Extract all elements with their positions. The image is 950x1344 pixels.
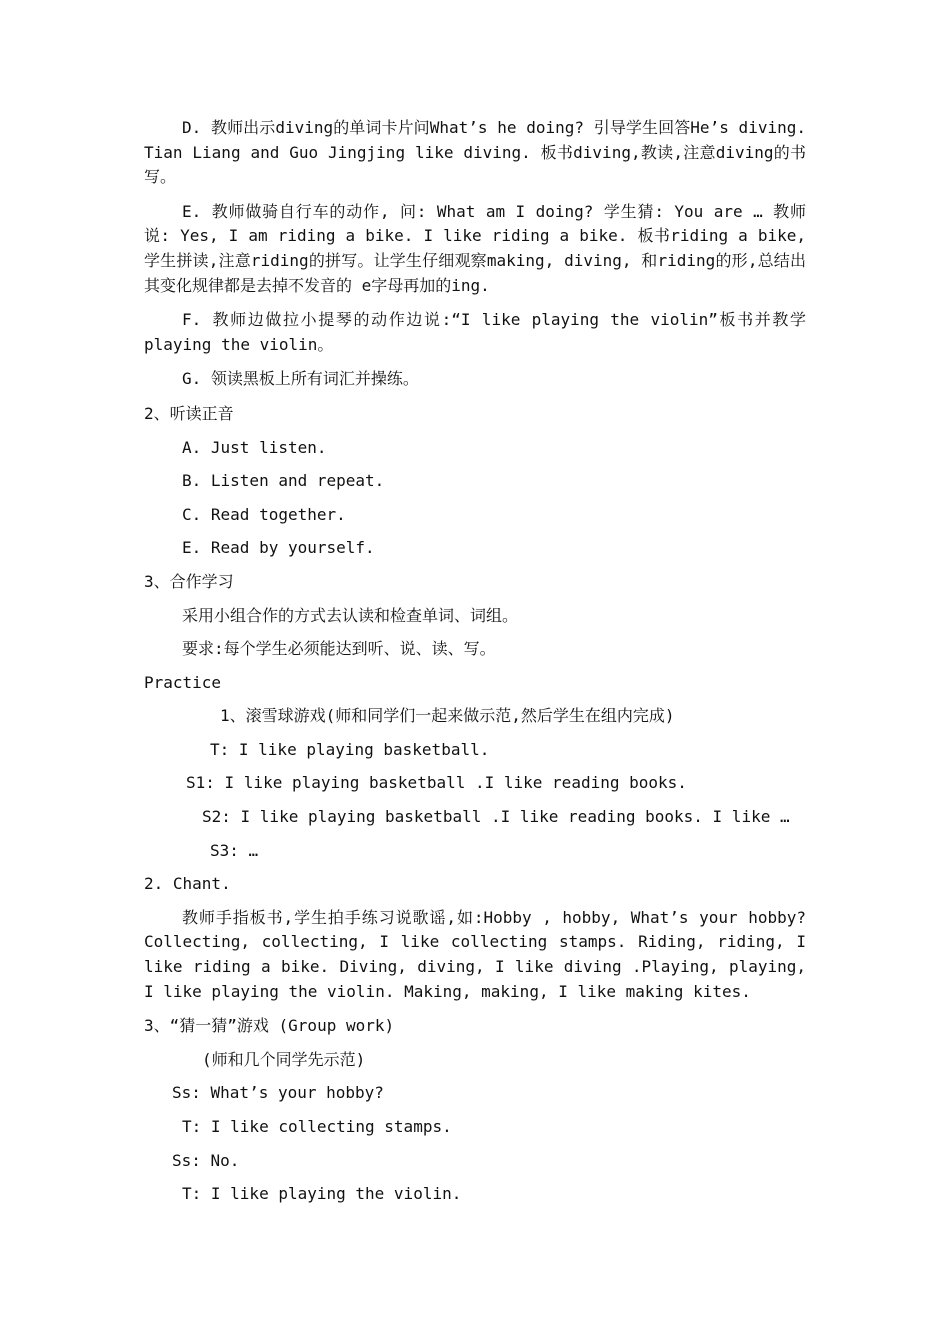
game-1-title: 1、滚雪球游戏(师和同学们一起来做示范,然后学生在组内完成) [220,706,675,726]
section-3-line: 采用小组合作的方式去认读和检查单词、词组。 [182,605,519,625]
dialogue-line: T: I like collecting stamps. [182,1117,452,1136]
list-item: B. Listen and repeat. [182,471,385,491]
dialogue-line: S1: I like playing basketball .I like reading books. [186,773,687,793]
dialogue-line: T: I like playing basketball. [210,739,490,759]
section-3-line: 要求:每个学生必须能达到听、说、读、写。 [182,639,496,659]
dialogue-line: Ss: What’s your hobby? [172,1083,384,1103]
section-3-heading: 3、合作学习 [144,571,234,591]
paragraph-e: E. 教师做骑自行车的动作, 问: What am I doing? 学生猜: You are … 教师说: Yes, I am riding a bike. I like riding a bike. 板书riding a bike,学生拼读,注意riding的拼写。让学生仔细观察making, diving, 和riding的形,总结出其变化规律都是去掉不发音的 e字母再加的ing. [144,201,806,295]
list-item: E. Read by yourself. [182,538,375,558]
dialogue-line: S2: I like playing basketball .I like reading books. I like … [202,807,790,827]
paragraph-f: F. 教师边做拉小提琴的动作边说:“I like playing the violin”板书并教学playing the violin。 [144,310,806,354]
list-item: A. Just listen. [182,437,327,457]
paragraph-d: D. 教师出示diving的单词卡片问What’s he doing? 引导学生回答He’s diving. Tian Liang and Guo Jingjing like diving. 板书diving,教读,注意diving的书写。 [144,118,806,187]
list-item: C. Read together. [182,504,346,524]
game-3-note: (师和几个同学先示范) [202,1049,366,1069]
dialogue-line: S3: … [210,840,259,860]
dialogue-line: T: I like playing the violin. [182,1184,462,1204]
chant-heading: 2. Chant. [144,874,231,894]
dialogue-line: Ss: No. [172,1150,240,1170]
paragraph-g: G. 领读黑板上所有词汇并操练。 [182,369,419,389]
practice-heading: Practice [144,672,222,692]
document-body [144,116,806,1216]
chant-text: 教师手指板书,学生拍手练习说歌谣,如:Hobby , hobby, What’s your hobby? Collecting, collecting, I like collecting stamps. Riding, riding, I like riding a bike. Diving, diving, I like diving .Playing, playing, I like playing the violin. Making, making, I like making kites. [144,907,806,1001]
game-3-title: 3、“猜一猜”游戏 (Group work) [144,1016,395,1036]
section-2-heading: 2、听读正音 [144,403,234,423]
